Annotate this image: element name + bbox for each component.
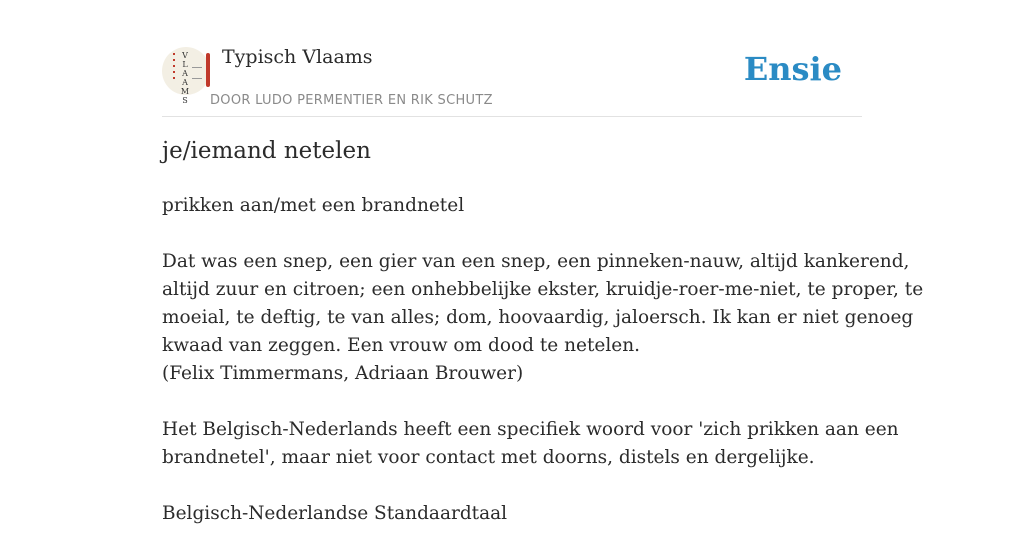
- logo-red-stripe: [206, 53, 210, 87]
- logo-red-marks: [173, 53, 175, 83]
- authors-byline: DOOR LUDO PERMENTIER EN RIK SCHUTZ: [210, 93, 493, 108]
- book-logo-icon[interactable]: [162, 47, 210, 105]
- entry-quote: [162, 248, 924, 388]
- logo-letter: M: [180, 87, 190, 96]
- entry-body: [162, 192, 924, 556]
- quote-source: (Felix Timmermans, Adriaan Brouwer): [162, 363, 524, 384]
- quote-line: kwaad van zeggen. Een vrouw om dood te netelen.: [162, 335, 640, 356]
- quote-line: Dat was een snep, een gier van een snep, een pinneken-nauw, altijd kankerend,: [162, 251, 910, 272]
- logo-letter: L: [182, 60, 188, 69]
- logo-lines: [192, 67, 202, 79]
- logo-letter: A: [182, 69, 188, 78]
- explanation-line: Het Belgisch-Nederlands heeft een specifiek woord voor 'zich prikken aan een: [162, 419, 899, 440]
- logo-letters: [178, 51, 192, 105]
- page-container: [162, 0, 924, 524]
- footer-label: Belgisch-Nederlandse Standaardtaal: [162, 503, 508, 524]
- site-title[interactable]: Typisch Vlaams: [222, 46, 373, 68]
- header: [162, 0, 862, 117]
- logo-letter: A: [182, 78, 188, 87]
- logo-letter: V: [182, 51, 188, 60]
- logo-letter: S: [182, 96, 188, 105]
- entry-footer: [162, 500, 862, 528]
- entry-definition: [162, 192, 862, 220]
- explanation-line: brandnetel', maar niet voor contact met doorns, distels en dergelijke.: [162, 447, 815, 468]
- quote-line: moeial, te deftig, te van alles; dom, hoovaardig, jaloersch. Ik kan er niet genoeg: [162, 307, 914, 328]
- ensie-brand-link[interactable]: Ensie: [743, 50, 842, 88]
- entry-explanation: [162, 416, 899, 472]
- definition-text: prikken aan/met een brandnetel: [162, 195, 465, 216]
- quote-line: altijd zuur en citroen; een onhebbelijke ekster, kruidje-roer-me-niet, te proper, te: [162, 279, 924, 300]
- entry-term: je/iemand netelen: [162, 138, 371, 164]
